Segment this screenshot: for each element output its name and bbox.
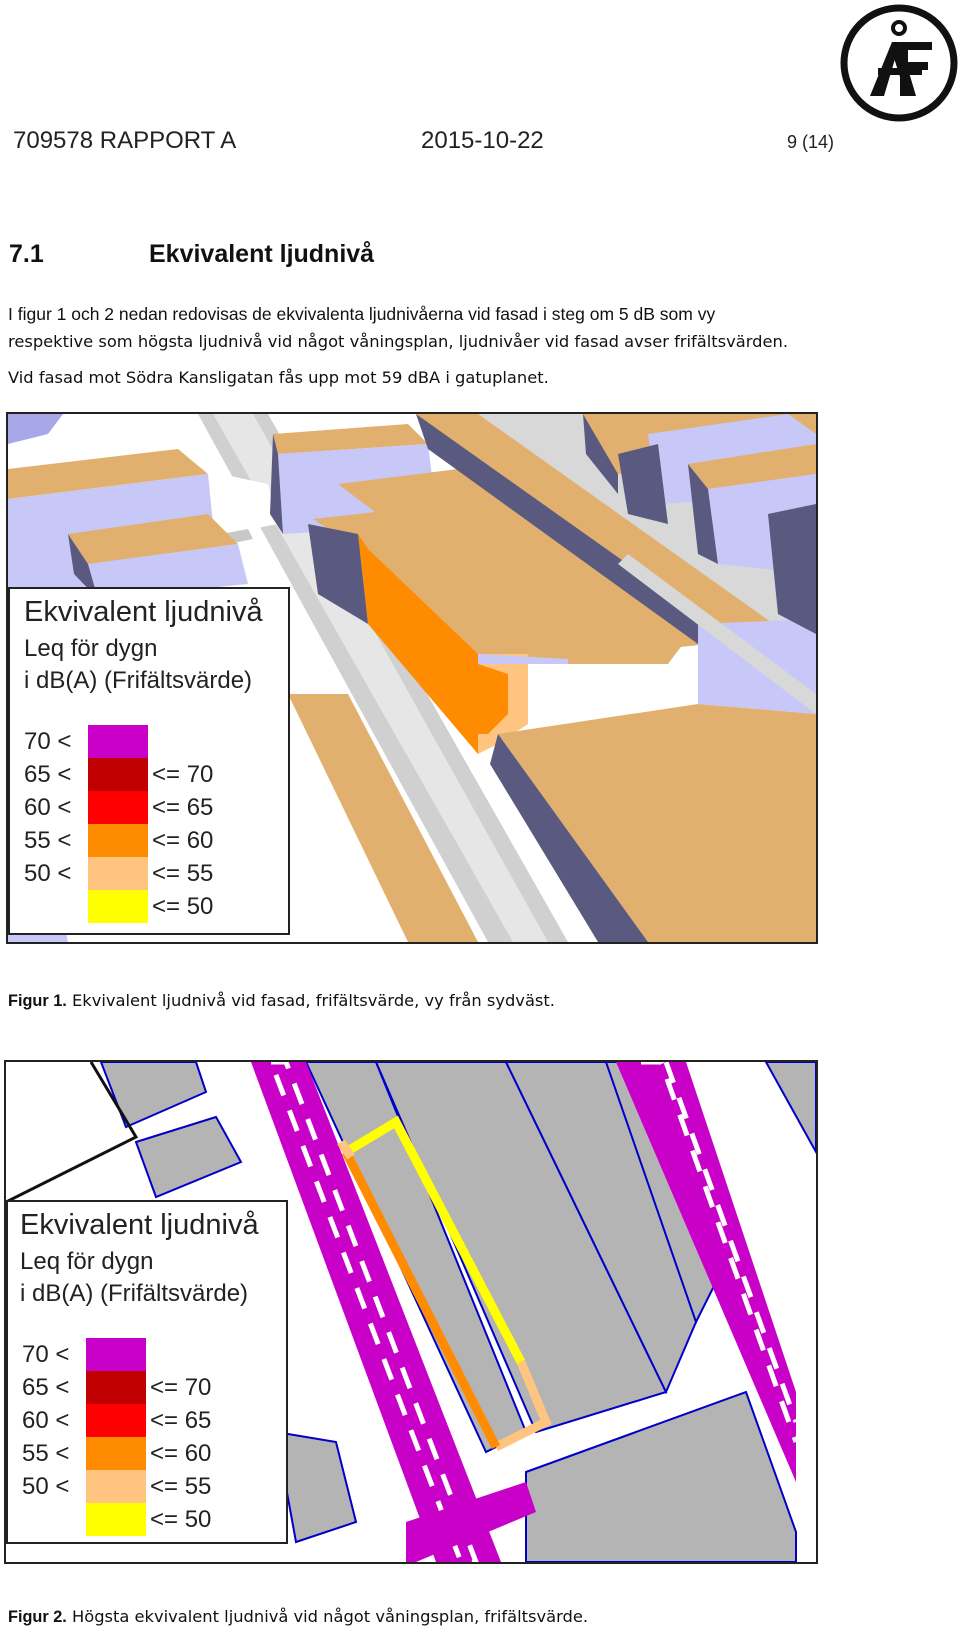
legend-swatch	[88, 857, 148, 890]
legend-low: 50 <	[24, 860, 72, 887]
legend-row	[22, 1338, 252, 1371]
legend-row	[22, 1371, 252, 1404]
legend-low: 50 <	[22, 1473, 70, 1500]
legend-swatch	[86, 1371, 146, 1404]
figure-1-caption	[8, 991, 555, 1011]
legend-swatch	[88, 791, 148, 824]
legend-row	[22, 1437, 252, 1470]
section-number: 7.1	[9, 240, 44, 268]
legend-row	[24, 791, 254, 824]
figure-2-caption	[8, 1607, 588, 1627]
section-title: Ekvivalent ljudnivå	[149, 240, 375, 268]
legend-high: <= 50	[152, 893, 214, 920]
legend-high: <= 70	[150, 1374, 212, 1401]
legend-low: 70 <	[22, 1341, 70, 1368]
figure-2-plan-map	[4, 1060, 818, 1564]
figure-2-label: Figur 2.	[8, 1608, 67, 1626]
legend-high: <= 70	[152, 761, 214, 788]
figure-1-label: Figur 1.	[8, 992, 67, 1010]
report-id: 709578 RAPPORT A	[13, 127, 237, 154]
legend-low: 70 <	[24, 728, 72, 755]
legend-low: 65 <	[22, 1374, 70, 1401]
legend-title: Ekvivalent ljudnivå	[20, 1209, 259, 1241]
figure-1-legend	[8, 587, 290, 935]
figure-2-caption-text: Högsta ekvivalent ljudnivå vid något våningsplan, frifältsvärde.	[66, 1607, 589, 1626]
legend-row	[22, 1470, 252, 1503]
legend-row	[22, 1503, 252, 1536]
legend-high: <= 65	[150, 1407, 212, 1434]
legend-high: <= 55	[150, 1473, 212, 1500]
legend-swatch	[86, 1404, 146, 1437]
legend-swatch	[86, 1437, 146, 1470]
page-number: 9 (14)	[787, 132, 835, 152]
legend-swatch	[88, 758, 148, 791]
legend-row	[24, 890, 254, 923]
legend-row	[24, 857, 254, 890]
report-date: 2015-10-22	[421, 127, 544, 154]
legend-high: <= 55	[152, 860, 214, 887]
legend-swatch	[86, 1470, 146, 1503]
figure-1-caption-text: Ekvivalent ljudnivå vid fasad, frifältsvärde, vy från sydväst.	[66, 991, 555, 1010]
legend-swatch	[86, 1503, 146, 1536]
legend-row	[22, 1404, 252, 1437]
body-paragraph-line-1: I figur 1 och 2 nedan redovisas de ekvivalenta ljudnivåerna vid fasad i steg om 5 dB som vy	[8, 304, 716, 324]
legend-row	[24, 758, 254, 791]
legend-title: Ekvivalent ljudnivå	[24, 596, 263, 628]
figure-2-legend	[6, 1200, 288, 1544]
legend-low: 65 <	[24, 761, 72, 788]
legend-low: 60 <	[22, 1407, 70, 1434]
legend-high: <= 50	[150, 1506, 212, 1533]
figure-1-3d-map	[6, 412, 818, 944]
legend-swatch	[88, 890, 148, 923]
legend-swatch	[88, 725, 148, 758]
company-logo	[840, 4, 958, 122]
legend-row	[24, 725, 254, 758]
legend-high: <= 60	[150, 1440, 212, 1467]
legend-swatch	[86, 1338, 146, 1371]
legend-high: <= 65	[152, 794, 214, 821]
legend-row	[24, 824, 254, 857]
legend-subtitle-1: Leq för dygn	[24, 635, 158, 662]
legend-high: <= 60	[152, 827, 214, 854]
legend-subtitle-2: i dB(A) (Frifältsvärde)	[24, 667, 253, 694]
legend-subtitle-1: Leq för dygn	[20, 1248, 154, 1275]
legend-subtitle-2: i dB(A) (Frifältsvärde)	[20, 1280, 249, 1307]
body-paragraph-line-3: Vid fasad mot Södra Kansligatan fås upp mot 59 dBA i gatuplanet.	[8, 368, 549, 387]
body-paragraph-line-2: respektive som högsta ljudnivå vid något våningsplan, ljudnivåer vid fasad avser frifältsvärden.	[8, 332, 788, 351]
legend-low: 60 <	[24, 794, 72, 821]
legend-swatch	[88, 824, 148, 857]
legend-low: 55 <	[24, 827, 72, 854]
legend-low: 55 <	[22, 1440, 70, 1467]
